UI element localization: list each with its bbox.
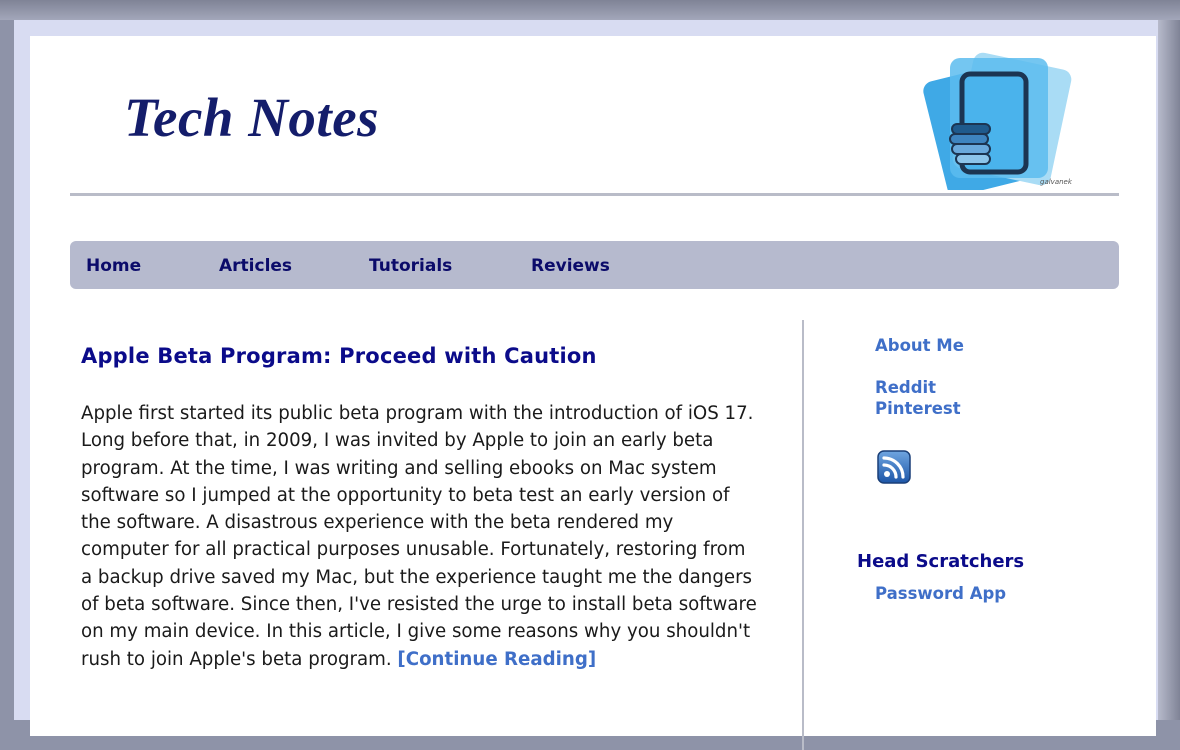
nav-reviews[interactable]: Reviews: [531, 256, 610, 276]
nav-tutorials[interactable]: Tutorials: [369, 256, 453, 276]
reddit-link[interactable]: Reddit: [875, 378, 937, 397]
window-right-border: [1158, 20, 1180, 720]
nav-home[interactable]: Home: [86, 256, 142, 276]
head-scratchers-heading: Head Scratchers: [857, 551, 1025, 572]
main-article: [81, 344, 761, 673]
continue-reading-link[interactable]: [Continue Reading]: [397, 648, 597, 670]
sidebar-divider: [802, 320, 804, 750]
page-container: [30, 36, 1156, 736]
rss-feed-icon[interactable]: [877, 450, 911, 484]
logo-signature: galvanek: [1040, 178, 1072, 186]
window-top-border: [0, 0, 1180, 20]
post-title[interactable]: Apple Beta Program: Proceed with Caution: [81, 344, 597, 368]
password-app-link[interactable]: Password App: [875, 584, 1007, 603]
post-excerpt: [81, 400, 757, 673]
pinterest-link[interactable]: Pinterest: [875, 399, 961, 418]
post-body-text: Apple first started its public beta program with the introduction of iOS 17. Long before that, in 2009, I was invited by Apple to join an early beta program. At the time, I was writing and selling ebooks on Mac system software so I jumped at the opportunity to beta test an early version of the software. A disastrous experience with the beta rendered my computer for all practical purposes unusable. Fortunately, restoring from a backup drive saved my Mac, but the experience taught me the dangers of beta software. Since then, I've resisted the urge to install beta software on my main device. In this article, I give some reasons why you shouldn't rush to join Apple's beta program.: [81, 403, 757, 670]
tablet-logo-icon: [922, 50, 1072, 190]
main-navigation: [70, 241, 1119, 289]
site-title: Tech Notes: [124, 87, 380, 148]
about-me-link[interactable]: About Me: [875, 336, 964, 355]
nav-articles[interactable]: Articles: [219, 256, 293, 276]
header-divider: [70, 193, 1119, 196]
